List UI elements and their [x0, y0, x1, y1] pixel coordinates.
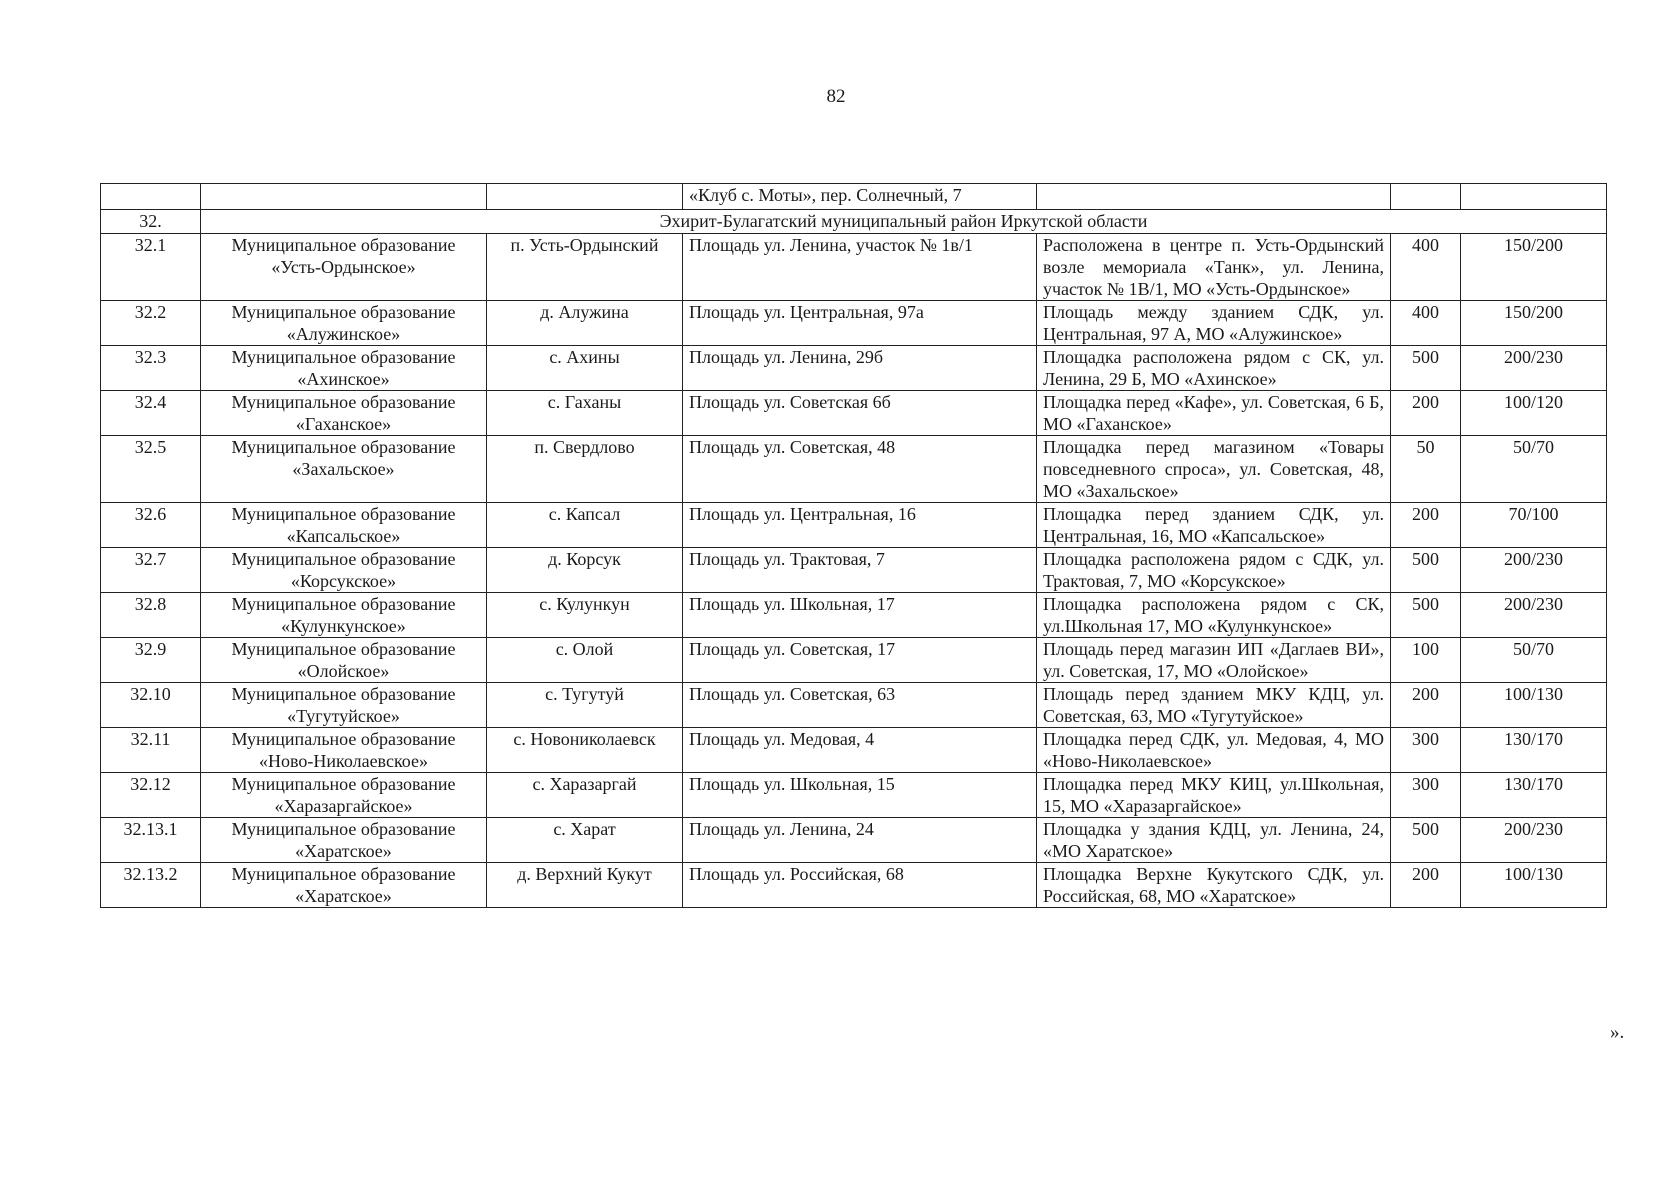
row-locality: с. Харазаргай [487, 773, 683, 818]
continuation-cell-desc [1037, 184, 1391, 210]
table-row [101, 638, 1607, 683]
row-description: Площадь между зданием СДК, ул. Центральная, 97 А, МО «Алужинское» [1037, 301, 1391, 346]
row-address: Площадь ул. Советская 6б [683, 391, 1037, 436]
row-address: Площадь ул. Советская, 63 [683, 683, 1037, 728]
row-description: Площадка перед «Кафе», ул. Советская, 6 Б, МО «Гаханское» [1037, 391, 1391, 436]
row-municipality: Муниципальное образование «Тугутуйское» [201, 683, 487, 728]
row-number: 32.9 [101, 638, 201, 683]
row-locality: с. Харат [487, 818, 683, 863]
row-address: Площадь ул. Советская, 17 [683, 638, 1037, 683]
row-capacity: 50/70 [1461, 436, 1607, 503]
continuation-cell-cap [1461, 184, 1607, 210]
table-row [101, 818, 1607, 863]
table-row [101, 234, 1607, 301]
row-description: Площадка расположена рядом с СК, ул. Ленина, 29 Б, МО «Ахинское» [1037, 346, 1391, 391]
row-municipality: Муниципальное образование «Захальское» [201, 436, 487, 503]
table-row [101, 391, 1607, 436]
row-municipality: Муниципальное образование «Ново-Николаевское» [201, 728, 487, 773]
row-address: Площадь ул. Школьная, 17 [683, 593, 1037, 638]
row-number: 32.1 [101, 234, 201, 301]
row-description: Площадка перед зданием СДК, ул. Центральная, 16, МО «Капсальское» [1037, 503, 1391, 548]
table-row [101, 593, 1607, 638]
row-capacity: 50/70 [1461, 638, 1607, 683]
row-number: 32.12 [101, 773, 201, 818]
row-locality: с. Олой [487, 638, 683, 683]
row-municipality: Муниципальное образование «Усть-Ордынское» [201, 234, 487, 301]
row-address: Площадь ул. Ленина, 24 [683, 818, 1037, 863]
row-number: 32.10 [101, 683, 201, 728]
closing-mark: ». [1610, 1022, 1625, 1043]
row-locality: с. Тугутуй [487, 683, 683, 728]
row-description: Площадка перед МКУ КИЦ, ул.Школьная, 15, МО «Харазаргайское» [1037, 773, 1391, 818]
row-capacity: 200/230 [1461, 818, 1607, 863]
row-municipality: Муниципальное образование «Олойское» [201, 638, 487, 683]
row-description: Расположена в центре п. Усть-Ордынский возле мемориала «Танк», ул. Ленина, участок № 1В/1, МО «Усть-Ордынское» [1037, 234, 1391, 301]
registry-table [100, 183, 1607, 908]
row-capacity: 130/170 [1461, 773, 1607, 818]
row-number: 32.8 [101, 593, 201, 638]
row-description: Площадь перед зданием МКУ КДЦ, ул. Советская, 63, МО «Тугутуйское» [1037, 683, 1391, 728]
row-address: Площадь ул. Медовая, 4 [683, 728, 1037, 773]
row-capacity: 150/200 [1461, 234, 1607, 301]
row-locality: п. Усть-Ордынский [487, 234, 683, 301]
row-description: Площадка перед магазином «Товары повседневного спроса», ул. Советская, 48, МО «Захальское» [1037, 436, 1391, 503]
row-municipality: Муниципальное образование «Капсальское» [201, 503, 487, 548]
row-description: Площадка перед СДК, ул. Медовая, 4, МО «Ново-Николаевское» [1037, 728, 1391, 773]
row-capacity: 130/170 [1461, 728, 1607, 773]
row-area: 300 [1391, 728, 1461, 773]
row-locality: д. Алужина [487, 301, 683, 346]
row-address: Площадь ул. Советская, 48 [683, 436, 1037, 503]
group-number: 32. [101, 210, 201, 234]
row-municipality: Муниципальное образование «Харатское» [201, 818, 487, 863]
row-capacity: 150/200 [1461, 301, 1607, 346]
row-locality: д. Корсук [487, 548, 683, 593]
row-capacity: 100/130 [1461, 863, 1607, 908]
row-description: Площадка Верхне Кукутского СДК, ул. Российская, 68, МО «Харатское» [1037, 863, 1391, 908]
continuation-row [101, 184, 1607, 210]
row-area: 400 [1391, 234, 1461, 301]
table-row [101, 436, 1607, 503]
row-locality: с. Новониколаевск [487, 728, 683, 773]
row-capacity: 100/130 [1461, 683, 1607, 728]
row-capacity: 200/230 [1461, 346, 1607, 391]
row-description: Площадка расположена рядом с СДК, ул. Трактовая, 7, МО «Корсукское» [1037, 548, 1391, 593]
table-row [101, 863, 1607, 908]
row-locality: п. Свердлово [487, 436, 683, 503]
row-area: 500 [1391, 818, 1461, 863]
row-area: 500 [1391, 548, 1461, 593]
table-row [101, 301, 1607, 346]
row-locality: с. Гаханы [487, 391, 683, 436]
row-municipality: Муниципальное образование «Харатское» [201, 863, 487, 908]
row-capacity: 70/100 [1461, 503, 1607, 548]
row-address: Площадь ул. Трактовая, 7 [683, 548, 1037, 593]
row-area: 200 [1391, 683, 1461, 728]
continuation-cell-num [101, 184, 201, 210]
continuation-cell-mo [201, 184, 487, 210]
row-municipality: Муниципальное образование «Гаханское» [201, 391, 487, 436]
row-municipality: Муниципальное образование «Кулункунское» [201, 593, 487, 638]
row-address: Площадь ул. Ленина, участок № 1в/1 [683, 234, 1037, 301]
group-row [101, 210, 1607, 234]
row-area: 200 [1391, 391, 1461, 436]
row-locality: с. Капсал [487, 503, 683, 548]
row-area: 300 [1391, 773, 1461, 818]
row-number: 32.6 [101, 503, 201, 548]
row-locality: д. Верхний Кукут [487, 863, 683, 908]
row-area: 50 [1391, 436, 1461, 503]
continuation-address: «Клуб с. Моты», пер. Солнечный, 7 [683, 184, 1037, 210]
row-municipality: Муниципальное образование «Алужинское» [201, 301, 487, 346]
row-area: 200 [1391, 863, 1461, 908]
row-area: 500 [1391, 346, 1461, 391]
page-number: 82 [826, 86, 846, 107]
row-number: 32.4 [101, 391, 201, 436]
table-row [101, 548, 1607, 593]
row-number: 32.13.1 [101, 818, 201, 863]
row-area: 100 [1391, 638, 1461, 683]
table-row [101, 728, 1607, 773]
row-area: 200 [1391, 503, 1461, 548]
row-description: Площадка расположена рядом с СК, ул.Школьная 17, МО «Кулункунское» [1037, 593, 1391, 638]
row-description: Площадь перед магазин ИП «Даглаев ВИ», ул. Советская, 17, МО «Олойское» [1037, 638, 1391, 683]
table-row [101, 346, 1607, 391]
row-number: 32.3 [101, 346, 201, 391]
table-body [101, 184, 1607, 908]
row-number: 32.5 [101, 436, 201, 503]
row-number: 32.7 [101, 548, 201, 593]
row-municipality: Муниципальное образование «Корсукское» [201, 548, 487, 593]
row-address: Площадь ул. Центральная, 97а [683, 301, 1037, 346]
row-address: Площадь ул. Центральная, 16 [683, 503, 1037, 548]
row-capacity: 200/230 [1461, 548, 1607, 593]
table-row [101, 773, 1607, 818]
row-number: 32.13.2 [101, 863, 201, 908]
row-description: Площадка у здания КДЦ, ул. Ленина, 24, «МО Харатское» [1037, 818, 1391, 863]
group-title: Эхирит-Булагатский муниципальный район Иркутской области [201, 210, 1607, 234]
row-locality: с. Ахины [487, 346, 683, 391]
row-municipality: Муниципальное образование «Ахинское» [201, 346, 487, 391]
table-row [101, 503, 1607, 548]
row-address: Площадь ул. Школьная, 15 [683, 773, 1037, 818]
row-area: 400 [1391, 301, 1461, 346]
row-municipality: Муниципальное образование «Харазаргайское» [201, 773, 487, 818]
row-capacity: 200/230 [1461, 593, 1607, 638]
row-number: 32.11 [101, 728, 201, 773]
continuation-cell-area [1391, 184, 1461, 210]
row-number: 32.2 [101, 301, 201, 346]
row-address: Площадь ул. Ленина, 29б [683, 346, 1037, 391]
row-locality: с. Кулункун [487, 593, 683, 638]
row-address: Площадь ул. Российская, 68 [683, 863, 1037, 908]
row-area: 500 [1391, 593, 1461, 638]
table-row [101, 683, 1607, 728]
row-capacity: 100/120 [1461, 391, 1607, 436]
continuation-cell-locality [487, 184, 683, 210]
